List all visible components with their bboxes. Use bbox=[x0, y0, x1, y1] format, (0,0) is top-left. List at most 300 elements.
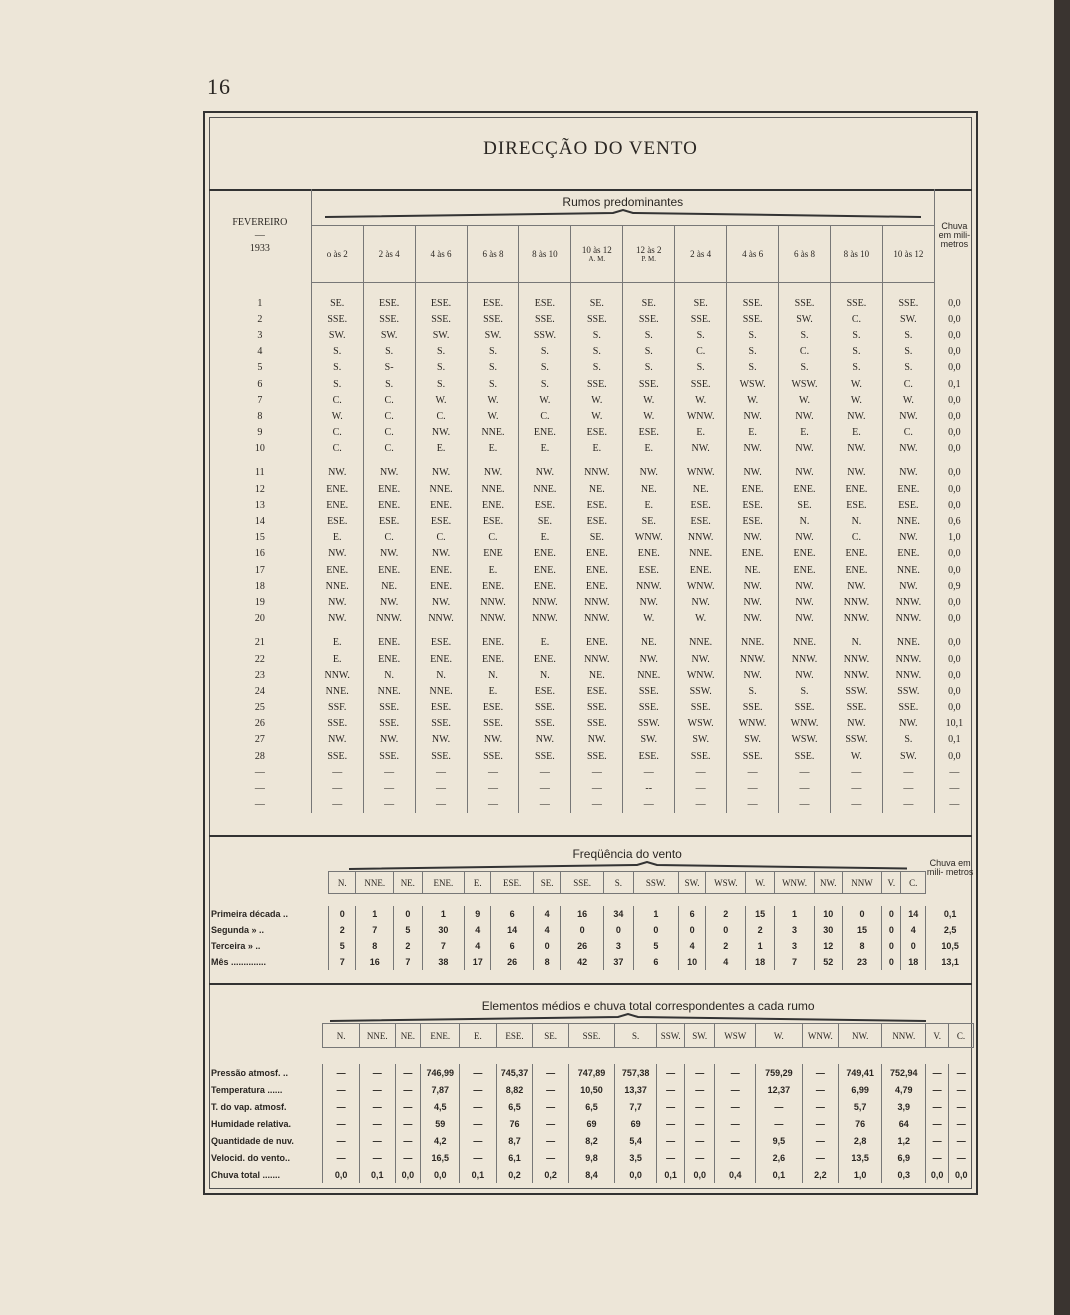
frequency-cell: 1 bbox=[633, 906, 678, 922]
day-cell: 4 bbox=[257, 346, 263, 358]
direction-cell: ESE. bbox=[467, 295, 519, 311]
value-cell: 8,2 bbox=[568, 1132, 614, 1149]
spacer-cell bbox=[415, 283, 467, 296]
value-cell: 2,2 bbox=[802, 1166, 839, 1183]
direction-cell: NW. bbox=[363, 465, 415, 481]
direction-cell: E. bbox=[415, 441, 467, 457]
frequency-cell: 6 bbox=[678, 906, 705, 922]
direction-cell: S. bbox=[882, 360, 934, 376]
rain-cell: 0,0 bbox=[934, 344, 974, 360]
frequency-cell: 0 bbox=[328, 906, 355, 922]
day-cell: 11 bbox=[255, 467, 265, 479]
day-cell: 21 bbox=[254, 637, 265, 649]
table-row bbox=[209, 1166, 974, 1183]
direction-cell: S. bbox=[519, 344, 571, 360]
column-header: WNW. bbox=[775, 872, 815, 894]
direction-cell: C. bbox=[519, 408, 571, 424]
rumos-header-text: Rumos predominantes bbox=[562, 195, 684, 209]
table-row bbox=[209, 295, 974, 311]
table-row bbox=[209, 1115, 974, 1132]
direction-cell: NNW. bbox=[467, 594, 519, 610]
value-cell: 6,99 bbox=[839, 1081, 882, 1098]
direction-cell: NE. bbox=[571, 667, 623, 683]
direction-cell: NW. bbox=[519, 465, 571, 481]
column-header: S. bbox=[615, 1024, 657, 1048]
value-cell: — bbox=[359, 1115, 395, 1132]
value-cell: — bbox=[685, 1064, 715, 1081]
direction-cell: NW. bbox=[415, 732, 467, 748]
spacer-cell bbox=[934, 457, 974, 465]
direction-cell: ENE. bbox=[571, 546, 623, 562]
direction-cell: N. bbox=[830, 635, 882, 651]
value-cell: — bbox=[926, 1064, 949, 1081]
direction-cell: NW. bbox=[675, 594, 727, 610]
frequency-cell: 0 bbox=[882, 922, 901, 938]
direction-cell: ESE. bbox=[623, 748, 675, 764]
value-cell: 0,1 bbox=[359, 1166, 395, 1183]
table-row bbox=[209, 360, 974, 376]
rain-cell: 0,0 bbox=[934, 360, 974, 376]
direction-cell: ENE. bbox=[363, 651, 415, 667]
table-row bbox=[209, 922, 974, 938]
direction-cell: NE. bbox=[363, 578, 415, 594]
direction-cell: ENE. bbox=[830, 481, 882, 497]
direction-cell: W. bbox=[571, 392, 623, 408]
value-cell: — bbox=[323, 1064, 360, 1081]
frequency-cell: 2 bbox=[746, 922, 775, 938]
direction-cell: — bbox=[623, 764, 675, 780]
direction-cell: N. bbox=[415, 667, 467, 683]
day-cell: 28 bbox=[254, 750, 265, 762]
value-cell: 0,0 bbox=[323, 1166, 360, 1183]
direction-cell: SSE. bbox=[623, 683, 675, 699]
value-cell: 6,9 bbox=[882, 1149, 926, 1166]
spacer-row bbox=[209, 627, 974, 635]
value-cell: — bbox=[323, 1132, 360, 1149]
rain-cell: 0,0 bbox=[934, 497, 974, 513]
value-cell: 4,5 bbox=[421, 1098, 460, 1115]
value-cell: — bbox=[359, 1064, 395, 1081]
direction-cell: S. bbox=[727, 360, 779, 376]
direction-cell: NW. bbox=[467, 732, 519, 748]
frequency-cell: 10 bbox=[815, 906, 842, 922]
table-row bbox=[209, 797, 974, 813]
direction-cell: S. bbox=[830, 360, 882, 376]
table-row bbox=[209, 611, 974, 627]
value-cell: 3,9 bbox=[882, 1098, 926, 1115]
rain-cell: 0,0 bbox=[934, 546, 974, 562]
direction-cell: S. bbox=[779, 360, 831, 376]
value-cell: 59 bbox=[421, 1115, 460, 1132]
direction-cell: ESE. bbox=[363, 295, 415, 311]
direction-cell: S. bbox=[727, 344, 779, 360]
spacer-cell bbox=[779, 283, 831, 296]
spacer-cell bbox=[675, 627, 727, 635]
direction-cell: E. bbox=[623, 497, 675, 513]
label-header bbox=[209, 872, 328, 894]
direction-cell: SW. bbox=[675, 732, 727, 748]
value-cell: 746,99 bbox=[421, 1064, 460, 1081]
column-header: NNW bbox=[842, 872, 882, 894]
value-cell: 752,94 bbox=[882, 1064, 926, 1081]
rain-cell: 10,1 bbox=[934, 716, 974, 732]
day-cell: 12 bbox=[254, 483, 265, 495]
value-cell: 0,4 bbox=[715, 1166, 756, 1183]
rain-header: Chuva em mili- metros bbox=[934, 189, 974, 283]
direction-cell: E. bbox=[467, 683, 519, 699]
direction-cell: C. bbox=[311, 441, 363, 457]
rain-cell: 0,0 bbox=[934, 667, 974, 683]
direction-cell: W. bbox=[467, 392, 519, 408]
direction-cell: NNE. bbox=[467, 481, 519, 497]
direction-cell: NW. bbox=[727, 408, 779, 424]
column-header: S. bbox=[603, 872, 633, 894]
value-cell: 8,7 bbox=[496, 1132, 533, 1149]
spacer-row bbox=[209, 457, 974, 465]
direction-cell: SSE. bbox=[415, 716, 467, 732]
direction-cell: W. bbox=[727, 392, 779, 408]
direction-cell: SW. bbox=[882, 311, 934, 327]
direction-cell: ENE. bbox=[830, 562, 882, 578]
direction-cell: ENE. bbox=[467, 651, 519, 667]
direction-cell: SW. bbox=[363, 327, 415, 343]
frequency-cell: 8 bbox=[842, 938, 882, 954]
column-header: W. bbox=[756, 1024, 802, 1048]
direction-cell: NNW. bbox=[571, 611, 623, 627]
frequency-cell: 14 bbox=[901, 906, 926, 922]
direction-cell: ENE. bbox=[727, 481, 779, 497]
direction-cell: SW. bbox=[415, 327, 467, 343]
direction-cell: SSE. bbox=[571, 748, 623, 764]
brace-ornament bbox=[347, 861, 907, 871]
table-row bbox=[209, 651, 974, 667]
frequency-cell: 14 bbox=[491, 922, 533, 938]
value-cell: — bbox=[533, 1064, 569, 1081]
direction-cell: — bbox=[571, 764, 623, 780]
direction-cell: E. bbox=[311, 635, 363, 651]
direction-cell: SSE. bbox=[675, 748, 727, 764]
value-cell: 5,4 bbox=[615, 1132, 657, 1149]
direction-cell: ESE. bbox=[415, 635, 467, 651]
spacer-cell bbox=[934, 283, 974, 296]
value-cell: — bbox=[657, 1132, 685, 1149]
direction-cell: E. bbox=[571, 441, 623, 457]
direction-cell: NW. bbox=[727, 441, 779, 457]
value-cell: — bbox=[948, 1115, 973, 1132]
table-row bbox=[209, 578, 974, 594]
direction-cell: SSE. bbox=[571, 376, 623, 392]
direction-cell: SSE. bbox=[727, 748, 779, 764]
frequency-cell: 1 bbox=[775, 906, 815, 922]
value-cell: 2,8 bbox=[839, 1132, 882, 1149]
frequency-cell: 4 bbox=[706, 954, 746, 970]
direction-cell: S. bbox=[467, 360, 519, 376]
direction-cell: — bbox=[675, 797, 727, 813]
direction-cell: W. bbox=[675, 611, 727, 627]
period-header: 6 às 8 bbox=[467, 226, 519, 283]
frequency-cell: 0 bbox=[561, 922, 603, 938]
column-header: N. bbox=[328, 872, 355, 894]
direction-cell: — bbox=[363, 764, 415, 780]
direction-cell: — bbox=[830, 797, 882, 813]
frequency-cell: 5 bbox=[328, 938, 355, 954]
value-cell: — bbox=[657, 1081, 685, 1098]
direction-cell: NNW. bbox=[830, 611, 882, 627]
direction-cell: W. bbox=[675, 392, 727, 408]
direction-cell: NNW. bbox=[675, 530, 727, 546]
direction-cell: NNW. bbox=[727, 651, 779, 667]
direction-cell: NW. bbox=[727, 530, 779, 546]
direction-cell: SE. bbox=[571, 530, 623, 546]
direction-cell: S. bbox=[467, 344, 519, 360]
spacer-cell bbox=[467, 283, 519, 296]
direction-cell: — bbox=[623, 797, 675, 813]
period-header: 6 às 8 bbox=[779, 226, 831, 283]
direction-cell: SW. bbox=[623, 732, 675, 748]
direction-cell: NW. bbox=[882, 530, 934, 546]
direction-cell: NNE. bbox=[623, 667, 675, 683]
value-cell: — bbox=[657, 1064, 685, 1081]
day-cell: 18 bbox=[254, 580, 265, 592]
direction-cell: ENE. bbox=[779, 481, 831, 497]
table-row bbox=[209, 546, 974, 562]
rain-cell: 0,1 bbox=[926, 906, 974, 922]
direction-cell: NW. bbox=[727, 611, 779, 627]
table-row bbox=[209, 1098, 974, 1115]
direction-cell: NW. bbox=[727, 594, 779, 610]
direction-cell: ENE. bbox=[363, 481, 415, 497]
value-cell: 69 bbox=[568, 1115, 614, 1132]
direction-cell: SE. bbox=[675, 295, 727, 311]
direction-cell: NW. bbox=[779, 667, 831, 683]
direction-cell: ENE bbox=[467, 546, 519, 562]
direction-cell: NNE. bbox=[882, 513, 934, 529]
spacer-cell bbox=[882, 627, 934, 635]
frequency-cell: 30 bbox=[815, 922, 842, 938]
direction-cell: NNW. bbox=[882, 611, 934, 627]
direction-cell: — bbox=[571, 780, 623, 796]
direction-cell: S. bbox=[415, 376, 467, 392]
direction-cell: — bbox=[882, 797, 934, 813]
direction-cell: SSE. bbox=[623, 311, 675, 327]
value-cell: 16,5 bbox=[421, 1149, 460, 1166]
frequency-cell: 18 bbox=[746, 954, 775, 970]
direction-cell: NW. bbox=[623, 651, 675, 667]
direction-cell: -- bbox=[623, 780, 675, 796]
column-header: WSW. bbox=[706, 872, 746, 894]
direction-cell: NNE. bbox=[415, 481, 467, 497]
direction-cell: NW. bbox=[882, 578, 934, 594]
value-cell: — bbox=[756, 1098, 802, 1115]
row-label: Humidade relativa. bbox=[211, 1118, 292, 1129]
direction-cell: C. bbox=[311, 425, 363, 441]
value-cell: — bbox=[685, 1115, 715, 1132]
frequency-cell: 18 bbox=[901, 954, 926, 970]
value-cell: — bbox=[395, 1064, 421, 1081]
direction-cell: NW. bbox=[727, 465, 779, 481]
rain-cell: 10,5 bbox=[926, 938, 974, 954]
page-number: 16 bbox=[207, 74, 231, 99]
column-header: ENE. bbox=[422, 872, 464, 894]
frequency-cell: 0 bbox=[882, 938, 901, 954]
direction-cell: NNW. bbox=[830, 651, 882, 667]
direction-cell: NW. bbox=[727, 667, 779, 683]
frequency-cell: 2 bbox=[706, 938, 746, 954]
value-cell: — bbox=[657, 1098, 685, 1115]
column-header: E. bbox=[465, 872, 491, 894]
direction-cell: NW. bbox=[415, 425, 467, 441]
column-header: SSE. bbox=[568, 1024, 614, 1048]
direction-cell: NNW. bbox=[779, 651, 831, 667]
header-row bbox=[209, 189, 974, 226]
direction-cell: NW. bbox=[830, 441, 882, 457]
direction-cell: C. bbox=[779, 344, 831, 360]
value-cell: 6,5 bbox=[496, 1098, 533, 1115]
frequency-cell: 8 bbox=[533, 954, 560, 970]
direction-cell: N. bbox=[830, 513, 882, 529]
day-cell: 20 bbox=[254, 613, 265, 625]
direction-cell: E. bbox=[623, 441, 675, 457]
table-row bbox=[209, 425, 974, 441]
direction-cell: S. bbox=[311, 344, 363, 360]
spacer-cell bbox=[623, 627, 675, 635]
direction-cell: ENE. bbox=[311, 481, 363, 497]
frequency-cell: 26 bbox=[491, 954, 533, 970]
direction-cell: ESE. bbox=[571, 425, 623, 441]
value-cell: 0,0 bbox=[685, 1166, 715, 1183]
value-cell: 13,5 bbox=[839, 1149, 882, 1166]
value-cell: — bbox=[802, 1098, 839, 1115]
direction-cell: S. bbox=[882, 732, 934, 748]
period-meridian: P. M. bbox=[641, 255, 657, 263]
day-cell: 14 bbox=[254, 516, 265, 528]
period-header: 8 às 10 bbox=[830, 226, 882, 283]
frequency-cell: 7 bbox=[422, 938, 464, 954]
label-header bbox=[209, 843, 328, 872]
value-cell: — bbox=[359, 1132, 395, 1149]
direction-cell: E. bbox=[311, 651, 363, 667]
spacer-cell bbox=[727, 627, 779, 635]
value-cell: — bbox=[657, 1149, 685, 1166]
direction-cell: S. bbox=[363, 344, 415, 360]
direction-cell: — bbox=[675, 780, 727, 796]
frequency-cell: 0 bbox=[706, 922, 746, 938]
direction-cell: SSE. bbox=[675, 376, 727, 392]
direction-cell: ENE. bbox=[467, 635, 519, 651]
column-header: ENE. bbox=[421, 1024, 460, 1048]
direction-cell: ESE. bbox=[467, 700, 519, 716]
rain-cell: 0,0 bbox=[934, 635, 974, 651]
value-cell: — bbox=[657, 1115, 685, 1132]
value-cell: — bbox=[715, 1064, 756, 1081]
brace-ornament bbox=[323, 209, 923, 219]
table-row bbox=[209, 594, 974, 610]
direction-cell: ESE. bbox=[727, 513, 779, 529]
direction-cell: ENE. bbox=[571, 635, 623, 651]
direction-cell: — bbox=[830, 780, 882, 796]
year-label: 1933 bbox=[249, 243, 270, 255]
period-header bbox=[623, 226, 675, 283]
value-cell: — bbox=[715, 1149, 756, 1166]
day-cell: 1 bbox=[257, 297, 263, 309]
value-cell: 745,37 bbox=[496, 1064, 533, 1081]
day-cell: 9 bbox=[257, 427, 263, 439]
day-cell: 27 bbox=[254, 734, 265, 746]
day-cell: — bbox=[254, 766, 265, 778]
direction-cell: S. bbox=[675, 327, 727, 343]
direction-cell: W. bbox=[779, 392, 831, 408]
direction-cell: ENE. bbox=[779, 546, 831, 562]
direction-cell: ENE. bbox=[363, 497, 415, 513]
direction-cell: E. bbox=[519, 635, 571, 651]
direction-cell: NW. bbox=[779, 530, 831, 546]
value-cell: — bbox=[715, 1115, 756, 1132]
value-cell: 0,0 bbox=[926, 1166, 949, 1183]
spacer-cell bbox=[623, 457, 675, 465]
direction-cell: WNW. bbox=[675, 465, 727, 481]
day-cell: 19 bbox=[254, 596, 265, 608]
day-cell: 10 bbox=[254, 443, 265, 455]
direction-cell: ESE. bbox=[519, 497, 571, 513]
value-cell: 757,38 bbox=[615, 1064, 657, 1081]
direction-cell: NW. bbox=[882, 716, 934, 732]
direction-cell: SE. bbox=[623, 295, 675, 311]
column-header: V. bbox=[882, 872, 901, 894]
direction-cell: N. bbox=[519, 667, 571, 683]
value-cell: 1,0 bbox=[839, 1166, 882, 1183]
value-cell: 6,5 bbox=[568, 1098, 614, 1115]
frequency-cell: 6 bbox=[491, 938, 533, 954]
direction-cell: SSE. bbox=[779, 295, 831, 311]
frequency-cell: 2 bbox=[706, 906, 746, 922]
value-cell: — bbox=[926, 1098, 949, 1115]
frequency-cell: 52 bbox=[815, 954, 842, 970]
day-cell: — bbox=[254, 783, 265, 795]
value-cell: — bbox=[715, 1081, 756, 1098]
direction-cell: NNE. bbox=[882, 635, 934, 651]
value-cell: — bbox=[460, 1098, 497, 1115]
frequency-cell: 0 bbox=[882, 906, 901, 922]
row-label: Segunda » .. bbox=[211, 925, 265, 935]
direction-cell: SSW. bbox=[675, 683, 727, 699]
direction-cell: NNW. bbox=[882, 594, 934, 610]
direction-cell: C. bbox=[363, 392, 415, 408]
rain-cell: 0,0 bbox=[934, 408, 974, 424]
frequency-cell: 1 bbox=[746, 938, 775, 954]
value-cell: 76 bbox=[839, 1115, 882, 1132]
value-cell: — bbox=[685, 1081, 715, 1098]
elements-header bbox=[323, 993, 974, 1024]
spacer-cell bbox=[882, 283, 934, 296]
direction-cell: S. bbox=[415, 344, 467, 360]
direction-cell: NNW. bbox=[571, 465, 623, 481]
frequency-cell: 2 bbox=[328, 922, 355, 938]
value-cell: — bbox=[948, 1081, 973, 1098]
wind-direction-table bbox=[209, 189, 974, 813]
spacer-cell bbox=[571, 457, 623, 465]
frequency-cell: 5 bbox=[633, 938, 678, 954]
direction-cell: C. bbox=[363, 408, 415, 424]
direction-cell: NNW. bbox=[571, 594, 623, 610]
value-cell: — bbox=[323, 1081, 360, 1098]
direction-cell: ENE. bbox=[623, 546, 675, 562]
direction-cell: SE. bbox=[571, 295, 623, 311]
frequency-cell: 42 bbox=[561, 954, 603, 970]
period-header bbox=[571, 226, 623, 283]
direction-cell: — bbox=[415, 797, 467, 813]
direction-cell: E. bbox=[830, 425, 882, 441]
column-header: N. bbox=[323, 1024, 360, 1048]
